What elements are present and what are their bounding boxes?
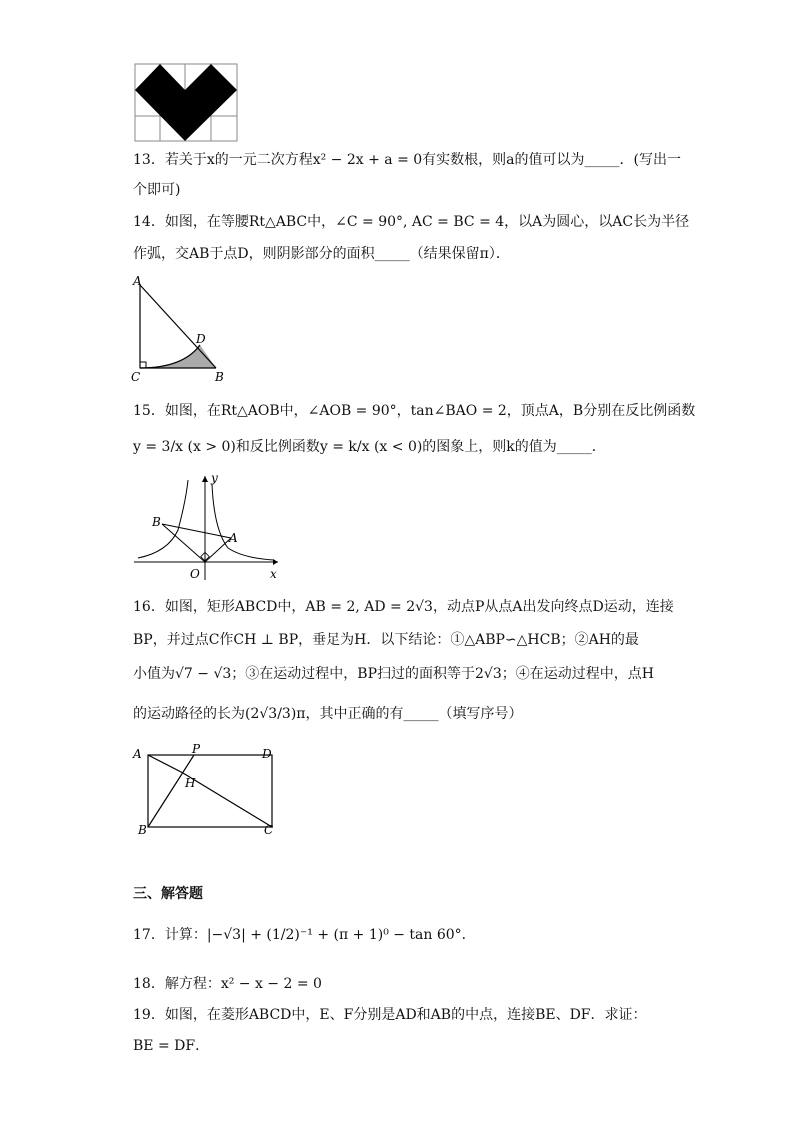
q16-label-d: D [262,747,272,761]
heart-shape [135,64,237,141]
q16-line1: 16．如图，矩形ABCD中，AB = 2, AD = 2√3，动点P从点A出发向终点D运动，连接 [133,599,674,615]
q16-rectangle-figure [128,740,283,837]
q15-label-a: A [229,531,238,545]
heart-grid-figure [134,63,238,143]
q14-label-a: A [133,274,142,288]
q15-label-y: y [211,471,218,485]
q15-label-b: B [152,515,161,529]
q18-line: 18．解方程：x² − x − 2 = 0 [133,976,322,992]
q14-label-d: D [196,332,206,346]
q14-line1: 14．如图，在等腰Rt△ABC中，∠C = 90°, AC = BC = 4，以A为圆心，以AC长为半径 [133,214,690,230]
q15-line2: y = 3/x (x > 0)和反比例函数y = k/x (x < 0)的图象上，则k的值为_____． [133,439,606,455]
q16-label-c: C [264,823,274,837]
q17-line: 17．计算：|−√3| + (1/2)⁻¹ + (π + 1)⁰ − tan 60°． [133,927,476,943]
q15-label-o: O [190,567,200,581]
section-3-heading: 三、解答题 [133,886,203,902]
q19-line1: 19．如图，在菱形ABCD中，E、F分别是AD和AB的中点，连接BE、DF．求证： [133,1007,647,1023]
q16-line2: BP，并过点C作CH ⊥ BP，垂足为H．以下结论：①△ABP∽△HCB；②AH的最 [133,632,639,648]
q14-label-b: B [215,370,224,384]
q14-shaded-region [140,345,216,368]
q14-triangle-figure [128,273,233,385]
q15-label-x: x [270,567,277,581]
q15-curve-right [212,484,273,560]
q15-curve-left [138,480,188,558]
q16-label-h: H [185,776,196,790]
q16-line4: 的运动路径的长为(2√3/3)π，其中正确的有_____（填写序号） [133,706,523,722]
q16-label-a: A [133,747,142,761]
q16-label-b: B [138,823,147,837]
q15-line1: 15．如图，在Rt△AOB中，∠AOB = 90°，tan∠BAO = 2，顶点A，B分别在反比例函数 [133,403,696,419]
q19-line2: BE = DF． [133,1038,210,1054]
q14-label-c: C [131,370,141,384]
q14-line2: 作弧，交AB于点D，则阴影部分的面积_____（结果保留π）． [133,246,510,262]
q16-label-p: P [192,742,201,756]
q15-graph-figure [128,470,288,582]
q13-line1: 13．若关于x的一元二次方程x² − 2x + a = 0有实数根，则a的值可以为_____．(写出一 [133,152,681,168]
q13-line2: 个即可) [133,182,181,198]
q16-line3: 小值为√7 − √3；③在运动过程中，BP扫过的面积等于2√3；④在运动过程中，点H [133,666,654,682]
